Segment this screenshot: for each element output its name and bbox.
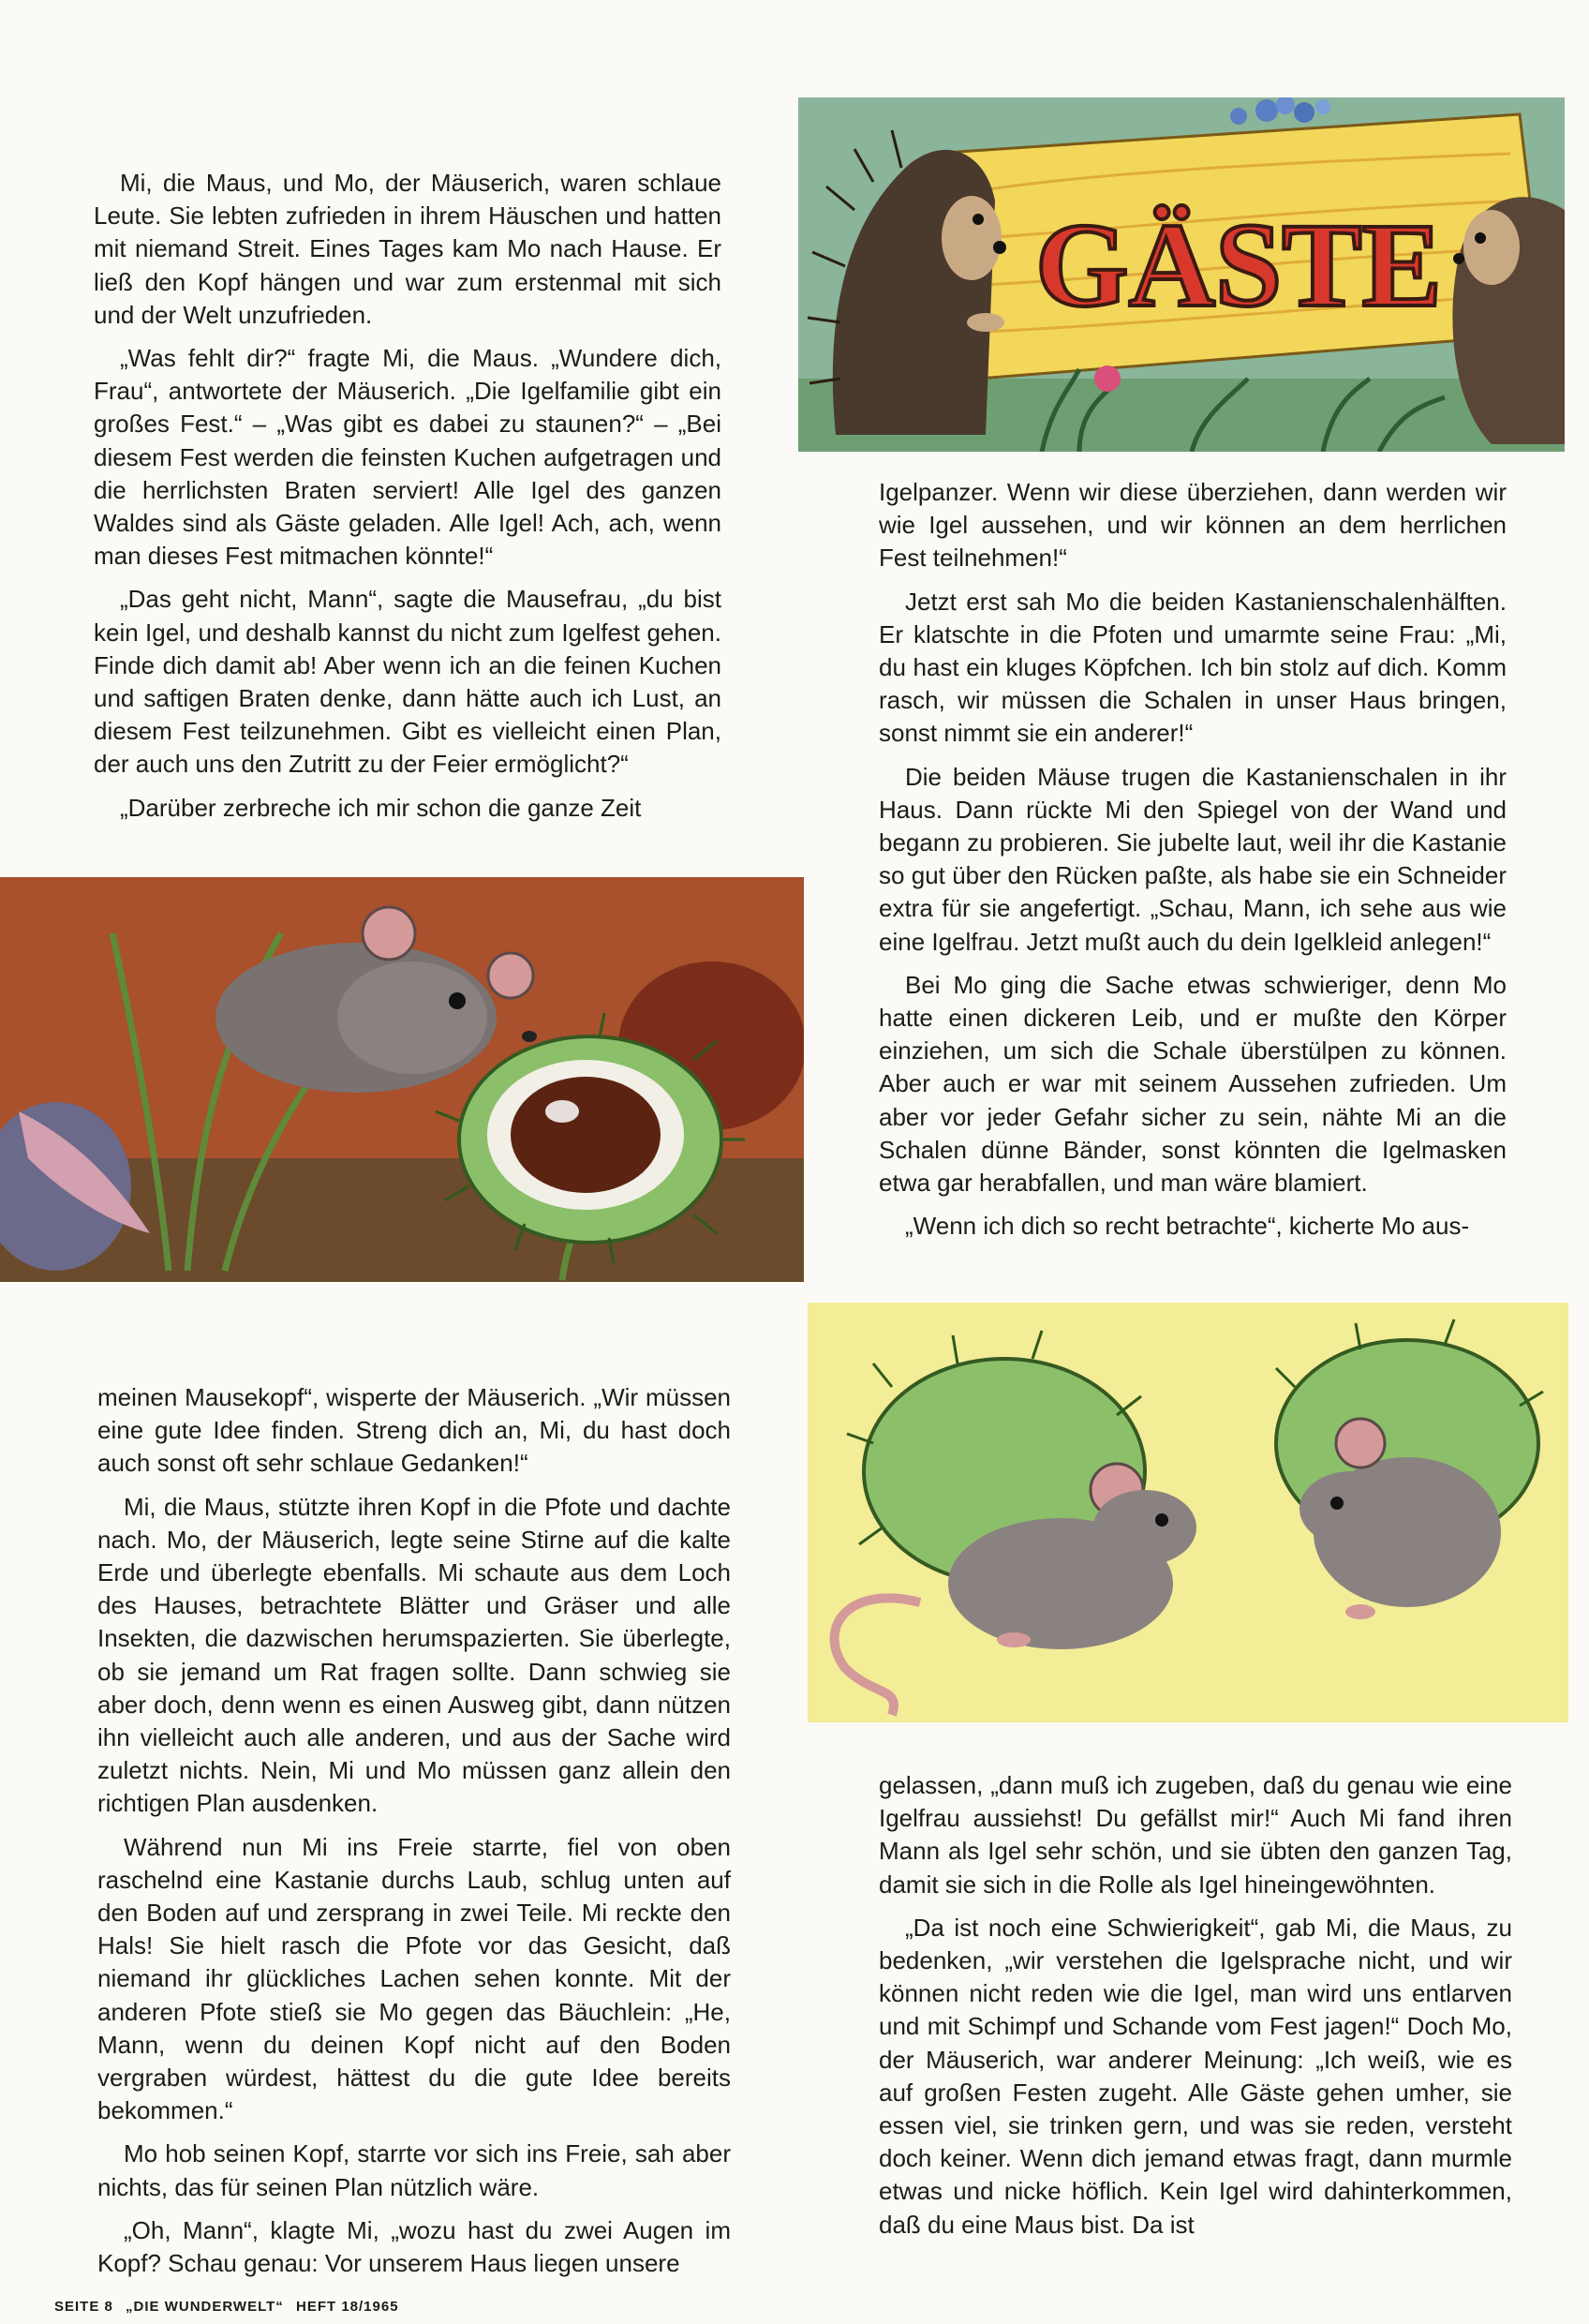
paragraph: „Wenn ich dich so recht betrachte“, kicherte Mo aus-	[905, 1212, 1470, 1241]
text-column-1	[94, 167, 721, 835]
paragraph: „Oh, Mann“, klagte Mi, „wozu hast du zwei Augen im Kopf? Schau genau: Vor unserem Haus liegen unsere	[97, 2215, 731, 2278]
paragraph: Igelpanzer. Wenn wir diese überziehen, dann werden wir wie Igel aussehen, und wir können an dem herrlichen Fest teilnehmen!“	[879, 478, 1507, 573]
mice-in-shells-illustration	[808, 1303, 1568, 1722]
page-number: SEITE 8	[54, 2299, 113, 2315]
paragraph: Mo hob seinen Kopf, starrte vor sich ins Freie, sah aber nichts, das für seinen Plan nützlich wäre.	[97, 2139, 731, 2201]
paragraph: gelassen, „dann muß ich zugeben, daß du genau wie eine Igelfrau aussiehst! Du gefällst mir!“ Auch Mi fand ihren Mann als Igel sehr schön, und sie übten den ganzen Tag, damit sie sich in die Rolle als Igel hineingewöhnten.	[879, 1771, 1512, 1899]
paragraph: Während nun Mi ins Freie starrte, fiel von oben raschelnd eine Kastanie durchs Laub, schlug unten auf den Boden auf und zersprang in zwei Teile. Mi reckte den Hals! Sie hielt rasch die Pfote vor das Gesicht, daß niemand ihr glückliches Lachen sehen konnte. Mit der anderen Pfote stieß sie Mo gegen das Bäuchlein: „He, Mann, wenn du deinen Kopf nicht auf den Boden vergraben würdest, hättest du die gute Idee bereits bekommen.“	[97, 1832, 731, 2125]
magazine-name: „DIE WUNDERWELT“	[126, 2299, 284, 2315]
paragraph: „Was fehlt dir?“ fragte Mi, die Maus. „Wundere dich, Frau“, antwortete der Mäuserich. „Die Igelfamilie gibt ein großes Fest.“ – „Was gibt es dabei zu staunen?“ – „Bei diesem Fest werden die feinsten Kuchen aufgetragen und die herrlichsten Braten serviert! Alle Igel des ganzen Waldes sind als Gäste geladen. Alle Igel! Ach, ach, wenn man dieses Fest mitmachen könnte!“	[94, 344, 721, 571]
paragraph: Bei Mo ging die Sache etwas schwieriger, denn Mo hatte einen dickeren Leib, und er mußte den Körper einziehen, um sich die Schale überstülpen zu können. Aber auch er war mit seinem Aussehen zufrieden. Um aber vor jeder Gefahr sicher zu sein, nähte Mi an die Schalen dünne Bänder, sonst könnten die Igelmasken etwa gar herabfallen, und man wäre blamiert.	[879, 970, 1507, 1198]
paragraph: Jetzt erst sah Mo die beiden Kastanienschalenhälften. Er klatschte in die Pfoten und umarmte seine Frau: „Mi, du hast ein kluges Köpfchen. Ich bin stolz auf dich. Komm rasch, wir müssen die Schalen in unser Haus bringen, sonst nimmt sie ein anderer!“	[879, 587, 1507, 748]
paragraph: Mi, die Maus, stützte ihren Kopf in die Pfote und dachte nach. Mo, der Mäuserich, legte seine Stirne auf die kalte Erde und überlegte ebenfalls. Mi schaute aus dem Loch des Hauses, betrachtete Blätter und Gräser und alle Insekten, die dazwischen herumspazierten. Sie überlegte, ob sie jemand um Rat fragen sollte. Dann schwieg sie aber doch, denn wenn es einen Ausweg gibt, dann nützen ihn vielleicht auch alle anderen, und aus der Sache wird zuletzt nichts. Nein, Mi und Mo müssen ganz allein den richtigen Plan ausdenken.	[97, 1492, 731, 1818]
paragraph: meinen Mausekopf“, wisperte der Mäuserich. „Wir müssen eine gute Idee finden. Streng dich an, Mi, du hast doch auch sonst oft sehr schlaue Gedanken!“	[97, 1383, 731, 1478]
paragraph: „Das geht nicht, Mann“, sagte die Mausefrau, „du bist kein Igel, und deshalb kannst du nicht zum Igelfest gehen. Finde dich damit ab! Aber wenn ich an die feinen Kuchen und saftigen Braten denke, dann hätte auch ich Lust, an diesem Fest teilzunehmen. Gibt es vielleicht einen Plan, der auch uns den Zutritt zu der Feier ermöglicht?“	[94, 585, 721, 779]
paragraph: „Darüber zerbreche ich mir schon die ganze Zeit	[120, 793, 642, 822]
paragraph: „Da ist noch eine Schwierigkeit“, gab Mi, die Maus, zu bedenken, „wir verstehen die Igelsprache nicht, und wir können nicht reden wie die Igel, man wird uns entlarven und mit Schimpf und Schande vom Fest jagen!“ Doch Mo, der Mäuserich, war anderer Meinung: „Ich weiß, wie es auf großen Festen zugeht. Alle Gäste gehen umher, sie essen viel, sie trinken gern, und was sie reden, versteht doch keiner. Wenn dich jemand etwas fragt, dann murmle etwas und nicke höflich. Kein Igel wird dahinterkommen, daß du eine Maus bist. Da ist	[879, 1913, 1512, 2239]
mouse-chestnut-illustration	[0, 877, 804, 1282]
text-column-4	[879, 1769, 1512, 2252]
paragraph: Mi, die Maus, und Mo, der Mäuserich, waren schlaue Leute. Sie lebten zufrieden in ihrem Häuschen und hatten mit niemand Streit. Eines Tages kam Mo nach Hause. Er ließ den Kopf hängen und war zum erstenmal mit sich und der Welt unzufrieden.	[94, 169, 721, 329]
text-column-3	[97, 1381, 731, 2290]
page-footer	[54, 2299, 407, 2315]
hedgehog-right-icon	[1452, 197, 1565, 444]
paragraph: Die beiden Mäuse trugen die Kastanienschalen in ihr Haus. Dann rückte Mi den Spiegel von der Wand und begann zu probieren. Sie jubelte laut, weil ihr die Kastanie so gut über den Rücken paßte, als habe sie ein Schneider extra für sie angefertigt. „Schau, Mann, ich sehe aus wie eine Igelfrau. Jetzt mußt auch du dein Igelkleid anlegen!“	[879, 762, 1507, 956]
title-illustration	[798, 97, 1565, 452]
text-column-2	[879, 476, 1507, 1253]
title-sign-text: GÄSTE	[1035, 199, 1442, 332]
issue-number: HEFT 18/1965	[295, 2299, 399, 2315]
